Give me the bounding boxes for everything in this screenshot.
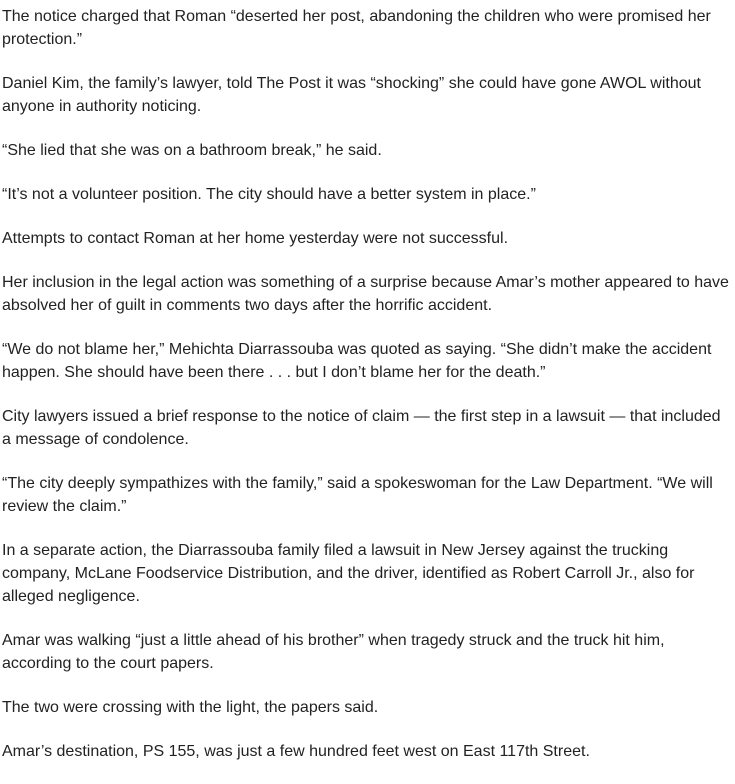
article-paragraph: Amar was walking “just a little ahead of his brother” when tragedy struck and the truck hit him, according to the court papers. <box>2 632 665 672</box>
article-paragraph: “We do not blame her,” Mehichta Diarrassouba was quoted as saying. “She didn’t make the accident happen. She should have been there . . . but I don’t blame her for the death.” <box>2 341 712 381</box>
article-paragraph: In a separate action, the Diarrassouba family filed a lawsuit in New Jersey against the trucking company, McLane Foodservice Distribution, and the driver, identified as Robert Carroll Jr., also for alleged negligence. <box>2 542 695 605</box>
article-paragraph: Her inclusion in the legal action was something of a surprise because Amar’s mother appeared to have absolved her of guilt in comments two days after the horrific accident. <box>2 274 729 314</box>
article-paragraph: “It’s not a volunteer position. The city should have a better system in place.” <box>2 186 536 203</box>
article-paragraph: The notice charged that Roman “deserted her post, abandoning the children who were promised her protection.” <box>2 8 711 48</box>
article-paragraph: “She lied that she was on a bathroom break,” he said. <box>2 142 382 159</box>
article-paragraph: Daniel Kim, the family’s lawyer, told The Post it was “shocking” she could have gone AWOL without anyone in authority noticing. <box>2 75 701 115</box>
article-paragraph: Attempts to contact Roman at her home yesterday were not successful. <box>2 230 509 247</box>
article-paragraph: City lawyers issued a brief response to the notice of claim — the first step in a lawsuit — that included a message of condolence. <box>2 408 721 448</box>
article-paragraph: The two were crossing with the light, the papers said. <box>2 699 379 716</box>
article-paragraph: Amar’s destination, PS 155, was just a few hundred feet west on East 117th Street. <box>2 743 590 760</box>
article-paragraph: “The city deeply sympathizes with the family,” said a spokeswoman for the Law Department. “We will review the claim.” <box>2 475 713 515</box>
article-body <box>2 5 730 784</box>
